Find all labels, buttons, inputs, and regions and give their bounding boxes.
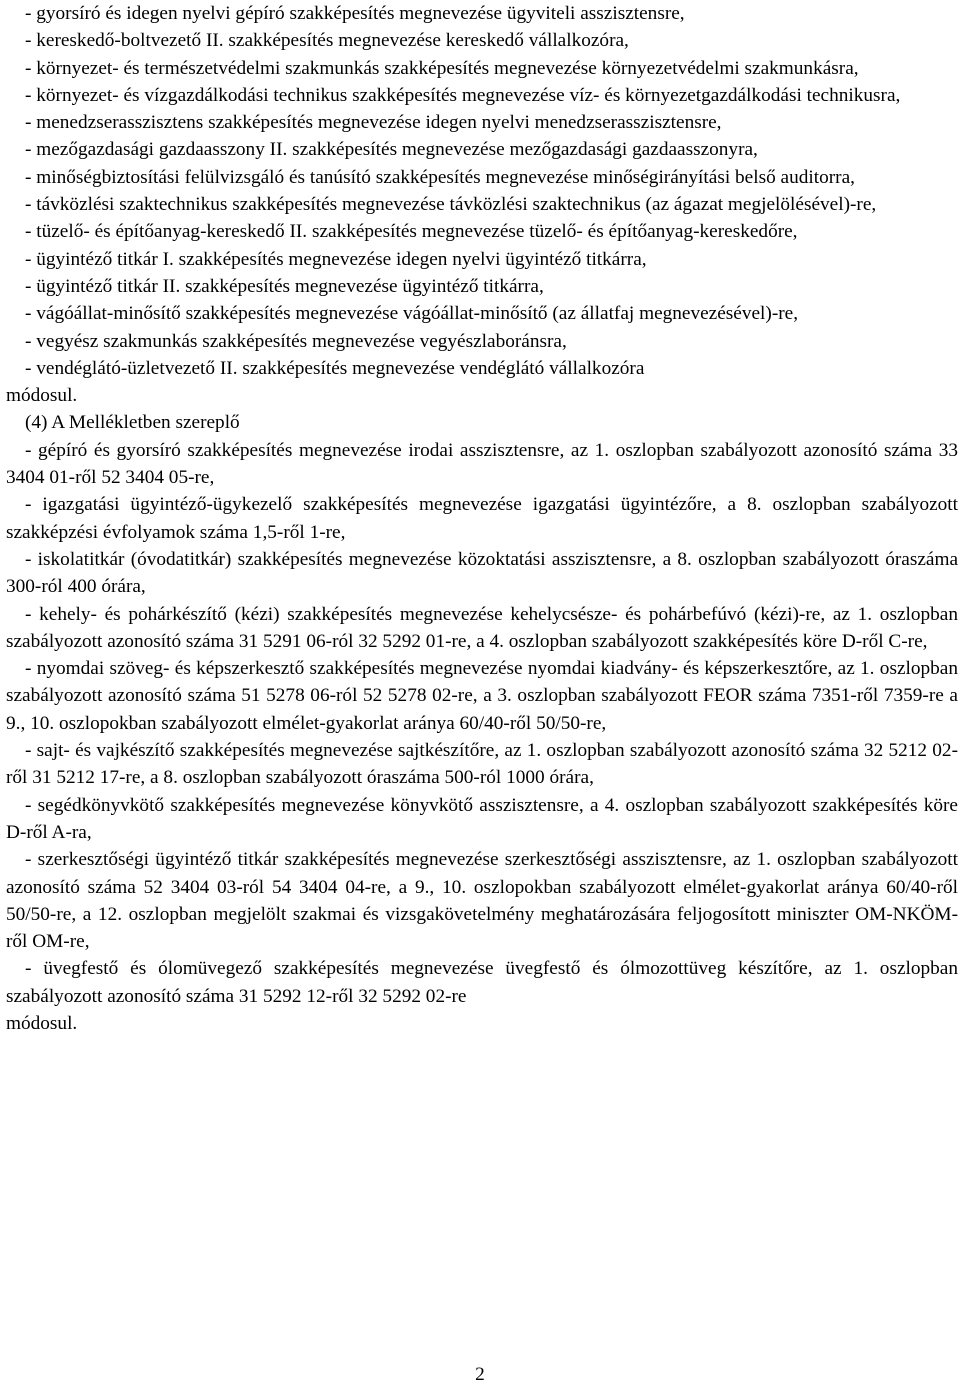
- list-item: - tüzelő- és építőanyag-kereskedő II. szakképesítés megnevezése tüzelő- és építőanyag-kereskedőre,: [25, 221, 798, 243]
- list-item: - szerkesztőségi ügyintéző titkár szakképesítés megnevezése szerkesztőségi asszisztensre, az 1. oszlopban szabályozott azonosító száma 52 3404 03-ról 54 3404 04-re, a 9., 10. oszlopokban szabályozott elmélet-gyakorlat aránya 60/40-ről 50/50-re, a 12. oszlopban megjelölt szakmai és vizsgakövetelmény meghatározására feljogosított miniszter OM-NKÖM-ről OM-re,: [6, 849, 958, 953]
- list-item: - környezet- és vízgazdálkodási technikus szakképesítés megnevezése víz- és környezetgazdálkodási technikusra,: [25, 84, 901, 106]
- list-item: - iskolatitkár (óvodatitkár) szakképesítés megnevezése közoktatási asszisztensre, a 8. oszlopban szabályozott óraszáma 300-ról 400 órára,: [6, 548, 958, 598]
- list-item: - távközlési szaktechnikus szakképesítés megnevezése távközlési szaktechnikus (az ágazat megjelölésével)-re,: [25, 194, 877, 216]
- section-heading: (4) A Mellékletben szereplő: [25, 412, 240, 434]
- list-item: - gyorsíró és idegen nyelvi gépíró szakképesítés megnevezése ügyviteli asszisztensre,: [25, 3, 685, 24]
- list-item: - ügyintéző titkár II. szakképesítés megnevezése ügyintéző titkárra,: [25, 275, 544, 297]
- page-number: 2: [475, 1364, 485, 1385]
- list-item: - kereskedő-boltvezető II. szakképesítés megnevezése kereskedő vállalkozóra,: [25, 30, 629, 52]
- list-item: - vendéglátó-üzletvezető II. szakképesítés megnevezése vendéglátó vállalkozóra: [25, 357, 645, 379]
- closing-word: módosul.: [6, 385, 78, 407]
- list-item: - nyomdai szöveg- és képszerkesztő szakképesítés megnevezése nyomdai kiadvány- és képszerkesztőre, az 1. oszlopban szabályozott azonosító száma 51 5278 06-ról 52 5278 02-re, a 3. oszlopban szabályozott FEOR száma 7351-ről 7359-re a 9., 10. oszlopokban szabályozott elmélet-gyakorlat aránya 60/40-ről 50/50-re,: [6, 658, 958, 734]
- list-item: - segédkönyvkötő szakképesítés megnevezése könyvkötő asszisztensre, a 4. oszlopban szabályozott szakképesítés köre D-ről A-ra,: [6, 794, 958, 843]
- list-item: - környezet- és természetvédelmi szakmunkás szakképesítés megnevezése környezetvédelmi szakmunkásra,: [25, 57, 859, 79]
- list-item: - vegyész szakmunkás szakképesítés megnevezése vegyészlaboránsra,: [25, 330, 567, 352]
- list-item: - kehely- és pohárkészítő (kézi) szakképesítés megnevezése kehelycsésze- és pohárbefúvó (kézi)-re, az 1. oszlopban szabályozott azonosító száma 31 5291 06-ról 32 5292 01-re, a 4. oszlopban szabályozott szakképesítés köre D-ről C-re,: [6, 603, 958, 652]
- list-item: - ügyintéző titkár I. szakképesítés megnevezése idegen nyelvi ügyintéző titkárra,: [25, 248, 647, 270]
- closing-word: módosul.: [6, 1012, 78, 1034]
- list-item: - gépíró és gyorsíró szakképesítés megnevezése irodai asszisztensre, az 1. oszlopban szabályozott azonosító száma 33 3404 01-ről 52 3404 05-re,: [6, 439, 958, 489]
- list-item: - minőségbiztosítási felülvizsgáló és tanúsító szakképesítés megnevezése minőségirányítási belső auditorra,: [25, 166, 855, 188]
- list-item: - sajt- és vajkészítő szakképesítés megnevezése sajtkészítőre, az 1. oszlopban szabályozott azonosító száma 32 5212 02-ről 31 5212 17-re, a 8. oszlopban szabályozott óraszáma 500-ról 1000 órára,: [6, 740, 958, 789]
- list-item: - üvegfestő és ólomüvegező szakképesítés megnevezése üvegfestő és ólmozottüveg készítőre, az 1. oszlopban szabályozott azonosító száma 31 5292 12-ről 32 5292 02-re: [6, 958, 958, 1007]
- list-item: - menedzserasszisztens szakképesítés megnevezése idegen nyelvi menedzserasszisztensre,: [25, 112, 722, 134]
- document-page: [6, 0, 958, 1037]
- list-item: - igazgatási ügyintéző-ügykezelő szakképesítés megnevezése igazgatási ügyintézőre, a 8. oszlopban szabályozott szakképzési évfolyamok száma 1,5-ről 1-re,: [6, 494, 958, 543]
- list-item: - mezőgazdasági gazdaasszony II. szakképesítés megnevezése mezőgazdasági gazdaasszonyra,: [25, 139, 758, 161]
- list-item: - vágóállat-minősítő szakképesítés megnevezése vágóállat-minősítő (az állatfaj megnevezésével)-re,: [25, 303, 799, 325]
